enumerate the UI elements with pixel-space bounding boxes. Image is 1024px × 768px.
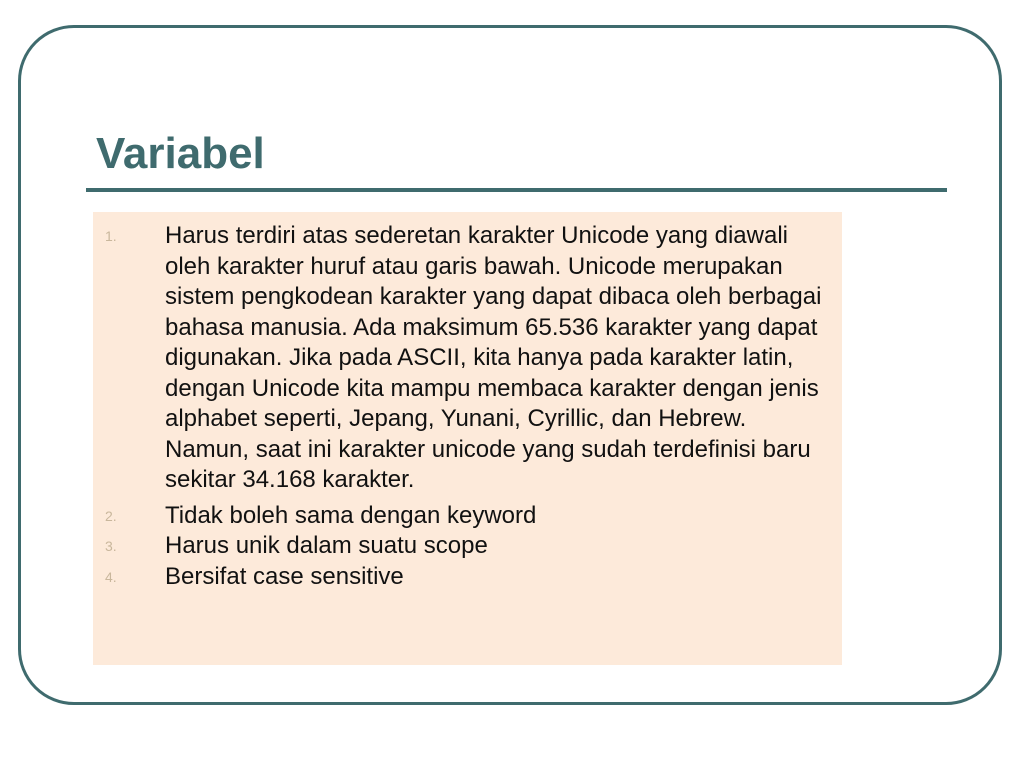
list-item-text: Tidak boleh sama dengan keyword xyxy=(165,501,537,529)
numbered-list xyxy=(93,221,842,592)
slide-title: Variabel xyxy=(96,129,265,178)
list-item xyxy=(93,221,842,496)
list-item xyxy=(93,501,842,532)
list-item-number: 3. xyxy=(105,538,117,554)
list-item-text: Bersifat case sensitive xyxy=(165,562,404,590)
title-divider xyxy=(86,188,947,192)
list-item-text: Harus unik dalam suatu scope xyxy=(165,532,488,559)
list-item-number: 4. xyxy=(105,568,117,585)
list-item xyxy=(93,562,842,593)
list-item-number: 1. xyxy=(105,228,117,244)
list-item-number: 2. xyxy=(105,507,117,524)
list-item-text: Harus terdiri atas sederetan karakter Unicode yang diawali oleh karakter huruf atau garis bawah. Unicode merupakan sistem pengkodean karakter yang dapat dibaca oleh berbagai bahasa manusia. Ada maksimum 65.536 karakter yang dapat digunakan. Jika pada ASCII, kita hanya pada karakter latin, dengan Unicode kita mampu membaca karakter dengan jenis alphabet seperti, Jepang, Yunani, Cyrillic, dan Hebrew. Namun, saat ini karakter unicode yang sudah terdefinisi baru sekitar 34.168 karakter. xyxy=(165,222,822,493)
content-box xyxy=(93,212,842,665)
list-item xyxy=(93,531,842,562)
